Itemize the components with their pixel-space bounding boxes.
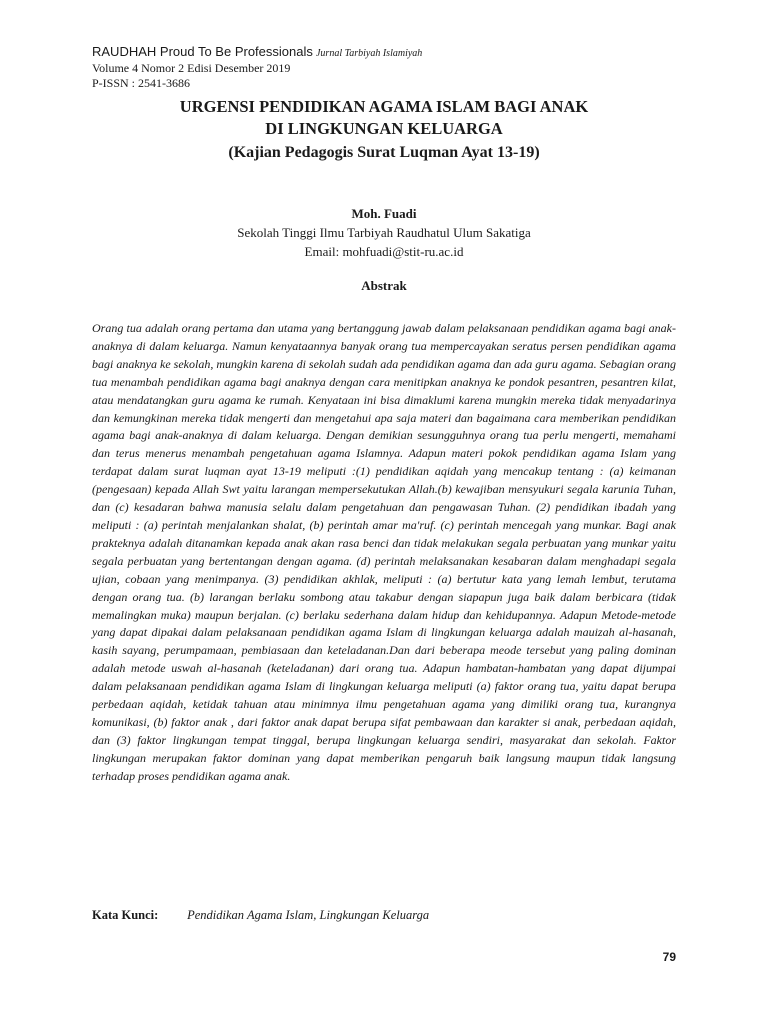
journal-line: [92, 44, 692, 61]
journal-script-name: Jurnal Tarbiyah Islamiyah: [315, 48, 423, 59]
keywords-label: Kata Kunci:: [92, 908, 159, 922]
paper-title-block: [92, 96, 676, 164]
author-block: [92, 204, 676, 261]
paper-title-line-2: DI LINGKUNGAN KELUARGA: [265, 119, 503, 138]
author-email: Email: mohfuadi@stit-ru.ac.id: [304, 244, 464, 259]
paper-subtitle: (Kajian Pedagogis Surat Luqman Ayat 13-19): [228, 144, 540, 161]
journal-volume: Volume 4 Nomor 2 Edisi Desember 2019: [92, 61, 291, 75]
abstract-body: Orang tua adalah orang pertama dan utama yang bertanggung jawab dalam pelaksanaan pendidikan agama bagi anak-anaknya di dalam keluarga. Namun kenyataannya banyak orang tua mempercayakan seratus persen pendidikan agama bagi anaknya ke sekolah, mungkin karena di sekolah sudah ada pendidikan agama dan ada guru agama. Sebagian orang tua menambah pendidikan agama bagi anaknya dengan cara menitipkan anaknya ke pondok pesantren, pesantren kilat, atau mendatangkan guru agama ke rumah. Kenyataan ini bisa dimaklumi karena mungkin mereka tidak menyadarinya dan kemungkinan mereka tidak mengerti dan mengetahui apa saja materi dan bagaimana cara memberikan pendidikan agama bagi anak-anaknya di dalam keluarga. Dengan demikian sesungguhnya orang tua perlu mengerti, memahami dan terus menerus menambah pengetahuan agama Islamnya. Adapun materi pokok pendidikan agama Islam yang terdapat dalam surat luqman ayat 13-19 meliputi :(1) pendidikan aqidah yang mencakup tentang : (a) keimanan (pengesaan) kepada Allah Swt yaitu larangan mempersekutukan Allah.(b) kewajiban mensyukuri segala karunia Tuhan, dan (c) kesadaran bahwa manusia selalu dalam pengetahuan dan pengawasan Tuhan. (2) pendidikan ibadah yang meliputi : (a) perintah menjalankan shalat, (b) perintah amar ma'ruf. (c) perintah mencegah yang munkar. Bagi anak prakteknya adalah ditanamkan kepada anak akan rasa benci dan tidak melakukan segala perbuatan yang munkar yaitu segala perbuatan yang bertentangan dengan agama. (d) perintah melaksanakan kesabaran dalam menghadapi segala ujian, cobaan yang menimpanya. (3) pendidikan akhlak, meliputi : (a) bertutur kata yang lemah lembut, terutama dengan orang tua. (b) larangan berlaku sombong atau takabur dengan siapapun juga baik dalam berbicara (tidak memalingkan muka) maupun berjalan. (c) berlaku sederhana dalam hidup dan kehidupannya. Adapun Metode-metode yang dapat dipakai dalam pelaksanaan pendidikan agama Islam di lingkungan keluarga adalah mauizah al-hasanah, kasih sayang, perumpamaan, pembiasaan dan keteladanan.Dan dari beberapa meode tersebut yang paling dominan adalah metode uswah al-hasanah (keteladanan) dari orang tua. Adapun hambatan-hambatan yang dapat dijumpai dalam pelaksanaan pendidikan agama Islam di lingkungan keluarga meliputi (a) faktor orang tua, yaitu dapat berupa perbedaan aqidah, ketidak tahuan atau minimnya ilmu pengetahuan agama yang dimiliki orang tua, kurangnya komunikasi, (b) faktor anak , dari faktor anak dapat berupa sifat pembawaan dan karakter si anak, perbedaan aqidah, dan (3) faktor lingkungan tempat tinggal, berupa lingkungan keluarga sendiri, masyarakat dan sekolah. Faktor lingkungan merupakan faktor dominan yang dapat memberikan pengaruh baik langsung maupun tidak langsung terhadap proses pendidikan agama anak.: [92, 321, 676, 783]
abstract-heading: Abstrak: [361, 278, 407, 293]
journal-name: RAUDHAH Proud To Be Professionals: [92, 44, 313, 59]
author-affiliation: Sekolah Tinggi Ilmu Tarbiyah Raudhatul Ulum Sakatiga: [237, 225, 531, 240]
journal-issn: P-ISSN : 2541-3686: [92, 76, 191, 90]
author-name: Moh. Fuadi: [351, 206, 417, 221]
keywords: [92, 908, 676, 923]
paper-title-line-1: URGENSI PENDIDIKAN AGAMA ISLAM BAGI ANAK: [179, 97, 589, 116]
keywords-value: Pendidikan Agama Islam, Lingkungan Keluarga: [187, 908, 430, 922]
page-number: 79: [662, 950, 676, 964]
journal-header: [92, 44, 692, 91]
